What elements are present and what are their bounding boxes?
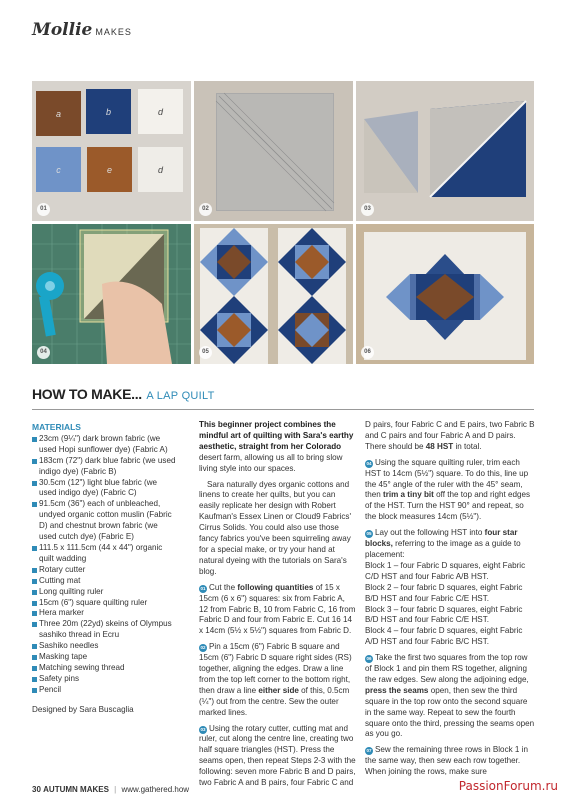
- step-3: 03 Using the rotary cutter, cutting mat and ruler, cut along the centre line, creating two half square triangles (HST). Press the seams open, then repeat Steps 2-3 with the following: seven more Fabric B and D pairs, two Fabric A and B pairs, four Fabric C and: [199, 723, 356, 788]
- photo-number: 06: [361, 346, 374, 359]
- list-item: Matching sewing thread: [32, 663, 176, 674]
- materials-column: [32, 420, 176, 716]
- list-item: 183cm (72") dark blue fabric (we used indigo dye) (Fabric B): [32, 456, 176, 478]
- photo-fabric-swatches: [32, 81, 191, 221]
- list-item: Hera marker: [32, 608, 176, 619]
- step-number-badge: 02: [200, 645, 206, 651]
- photo-number: 05: [199, 346, 212, 359]
- title-main: HOW TO MAKE...: [32, 386, 142, 402]
- step-number-badge: 07: [366, 748, 372, 754]
- swatch-d: d: [138, 89, 183, 134]
- step-number-badge: 03: [200, 726, 206, 732]
- list-item: Three 20m (22yd) skeins of Olympus sashiko thread in Ecru: [32, 619, 176, 641]
- cutting-mat-scene: [32, 224, 191, 364]
- step-number-badge: 05: [366, 531, 372, 537]
- step-7: 07 Sew the remaining three rows in Block 1 in the same way, then sew each row together. When joining the rows, make sure: [365, 745, 528, 777]
- step-3-continued: D pairs, four Fabric C and E pairs, two Fabric B and C pairs and four Fabric A and D pairs. There should be 48 HST in total.: [365, 420, 535, 451]
- list-item: 91.5cm (36") each of unbleached, undyed organic cotton muslin (Fabric D) and chestnut brown fabric (we used cutch dye) (Fabric E): [32, 499, 176, 543]
- paragraph: Sara naturally dyes organic cottons and linens to create her quilts, but you can easily replicate her design with Robert Kaufman's Essex Linen or Cloud9 Fabrics' Cirrus Solids. You could also use those fancy fabrics you've been squirreling away for a special make, or try your hand at natural dyeing with the tutorials on Sara's blog.: [199, 479, 351, 576]
- block-line: Block 4 – four fabric D squares, eight Fabric A/D HST and four Fabric B/C HST.: [365, 626, 523, 647]
- block-line: Block 2 – four fabric D squares, eight Fabric B/D HST and four Fabric C/E HST.: [365, 582, 523, 603]
- step-number-badge: 01: [200, 585, 206, 591]
- step-number-badge: 06: [366, 656, 372, 662]
- footer-divider: |: [114, 785, 117, 794]
- step-6: 06 Take the first two squares from the top row of Block 1 and pin them RS together, aligning the raw edges. Sew along the adjoining edge, press the seams open, then sew the third square in the top row onto the second square in the same way. Repeat to sew the fourth square onto the third, pressing the seams open as you go.: [365, 653, 535, 739]
- instructions-column-1: [199, 420, 356, 794]
- swatch-b: b: [86, 89, 131, 134]
- list-item: 111.5 x 111.5cm (44 x 44") organic quilt wadding: [32, 543, 176, 565]
- list-item: Safety pins: [32, 674, 176, 685]
- page-number: 30: [32, 785, 41, 794]
- photo-number: 03: [361, 203, 374, 216]
- photo-number: 01: [37, 203, 50, 216]
- swatch-a: a: [36, 91, 81, 136]
- step-2: 02 Pin a 15cm (6") Fabric B square and 15cm (6") Fabric D square right sides (RS) together, aligning the edges. Draw a line from the top left corner to the bottom right, then draw a line either side of this, 0.5cm (¼") out from the centre. Sew the outer marked lines.: [199, 642, 352, 717]
- masthead: [32, 20, 132, 42]
- list-item: Cutting mat: [32, 576, 176, 587]
- list-item: Long quilting ruler: [32, 587, 176, 598]
- swatch-d-2: d: [138, 147, 183, 192]
- star-blocks-grid: [194, 224, 353, 364]
- photo-number: 04: [37, 346, 50, 359]
- section-label: MAKES: [95, 27, 132, 37]
- designer-credit: Designed by Sara Buscaglia: [32, 704, 134, 714]
- star-closeup: [356, 224, 534, 364]
- hst-pieces: [356, 81, 534, 221]
- page-footer: [32, 785, 189, 794]
- watermark: PassionForum.ru: [458, 779, 558, 793]
- marked-lines: [194, 81, 353, 221]
- photo-marked-square: [194, 81, 353, 221]
- step-4: 04 Using the square quilting ruler, trim each HST to 14cm (5½") square. To do this, line up the 45° angle of the ruler with the 45° seam, then trim a tiny bit off the top and right edges of the HST. Turn the HST 90° and repeat, so the block measures 14cm (5½").: [365, 457, 530, 522]
- instructions-column-2: [365, 420, 535, 783]
- photo-trimming: [32, 224, 191, 364]
- intro-paragraph: [199, 420, 356, 475]
- list-item: 15cm (6") square quilting ruler: [32, 598, 176, 609]
- block-line: Block 1 – four Fabric D squares, eight Fabric C/D HST and four Fabric A/B HST.: [365, 560, 526, 581]
- title-sub: A LAP QUILT: [146, 390, 215, 402]
- list-item: Pencil: [32, 685, 176, 696]
- swatch-c: c: [36, 147, 81, 192]
- list-item: Rotary cutter: [32, 565, 176, 576]
- photo-cut-hst: [356, 81, 534, 221]
- swatch-e: e: [87, 147, 132, 192]
- list-item: Sashiko needles: [32, 641, 176, 652]
- intro-bold: This beginner project combines the mindful art of quilting with Sara's earthy aesthetic, straight from her Colorado: [199, 420, 354, 451]
- list-item: Masking tape: [32, 652, 176, 663]
- materials-list: [32, 434, 176, 696]
- photo-star-closeup: [356, 224, 534, 364]
- photo-number: 02: [199, 203, 212, 216]
- section-title: [32, 386, 534, 410]
- materials-heading: MATERIALS: [32, 422, 81, 432]
- list-item: 30.5cm (12") light blue fabric (we used indigo dye) (Fabric C): [32, 478, 176, 500]
- photo-star-blocks: [194, 224, 353, 364]
- list-item: 23cm (9¼") dark brown fabric (we used Hopi sunflower dye) (Fabric A): [32, 434, 176, 456]
- footer-url: www.gathered.how: [121, 785, 190, 794]
- step-number-badge: 04: [366, 460, 372, 466]
- step-1: 01 Cut the following quantities of 15 x 15cm (6 x 6") squares: six from Fabric A, 12 from Fabric B, 10 from Fabric C, 16 from Fabric D and four from Fabric E. Cut 16 14 x 14cm (5½ x 5½") squares from Fabric D.: [199, 582, 356, 636]
- block-line: Block 3 – four fabric D squares, eight Fabric B/D HST and four Fabric C/E HST.: [365, 604, 523, 625]
- brand-logo: Mollie: [32, 20, 93, 40]
- step-5: 05 Lay out the following HST into four star blocks, referring to the image as a guide to placement: Block 1 – four Fabric D squares, eight Fabric C/D HST and four Fabric A/B HST. Block 2 – four fabric D squares, eight Fabric B/D HST and four Fabric C/E HST. Block 3 – four fabric D squares, eight Fabric B/D HST and four Fabric C/E HST. Block 4 – four fabric D squares, eight Fabric A/D HST and four Fabric B/C HST.: [365, 528, 535, 648]
- intro-tail: desert farm, allowing us all to bring slow living style into our spaces.: [199, 452, 343, 473]
- magazine-name: AUTUMN MAKES: [43, 785, 109, 794]
